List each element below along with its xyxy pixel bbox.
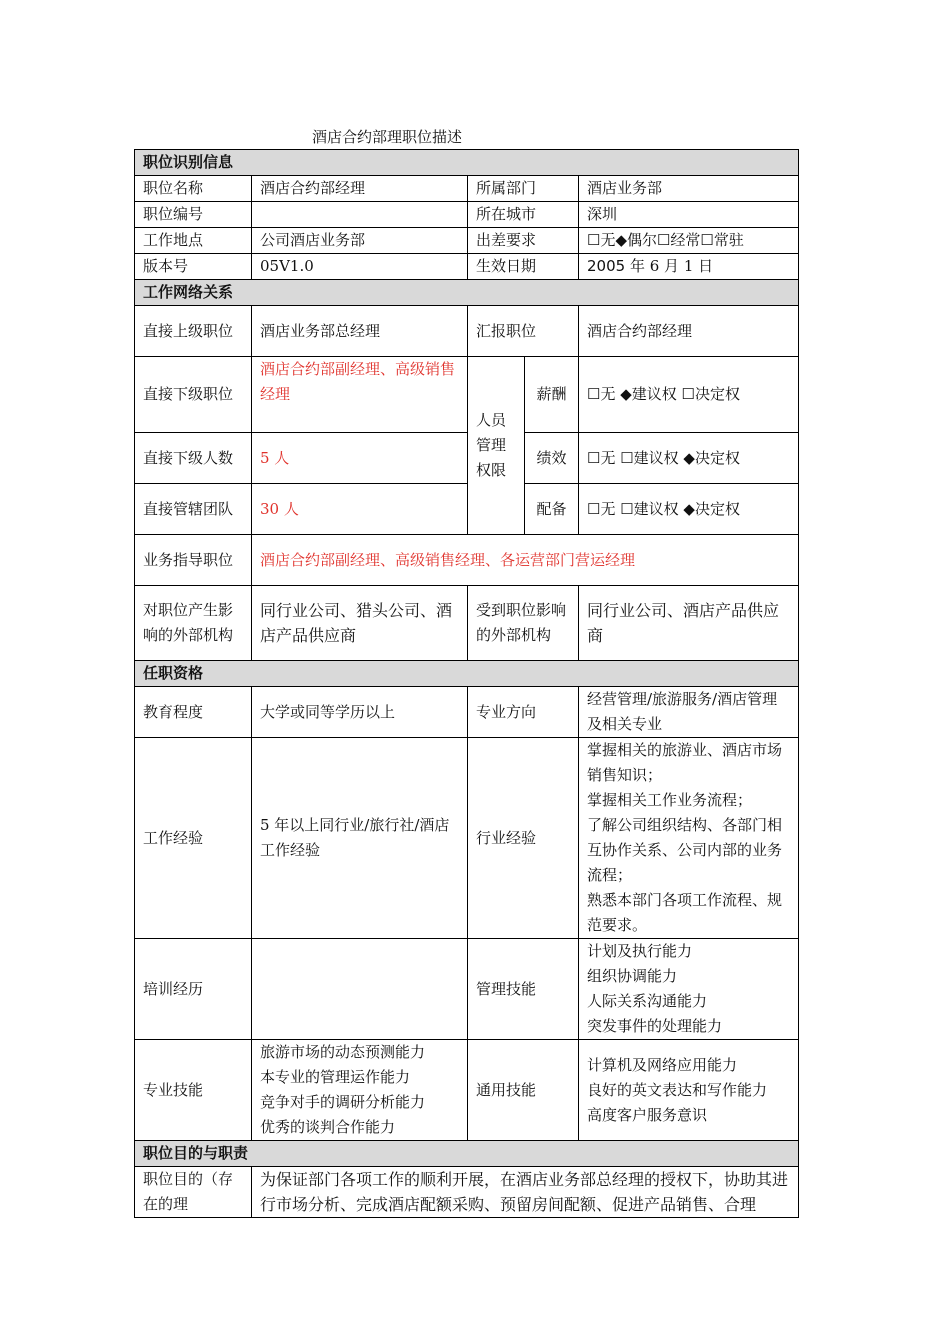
value-external-impact: 同行业公司、猎头公司、酒店产品供应商 — [252, 586, 468, 661]
value-industry-experience — [579, 738, 799, 939]
value-salary: ☐无 ◆建议权 ☐决定权 — [579, 357, 799, 433]
value-effective-date — [579, 254, 799, 280]
industry-line: 掌握相关工作业务流程； — [587, 791, 753, 809]
professional-skill-line: 旅游市场的动态预测能力 — [260, 1043, 426, 1061]
value-version: 05V1.0 — [252, 254, 468, 280]
label-report-position: 汇报职位 — [468, 306, 579, 357]
label-position-code: 职位编号 — [135, 202, 252, 228]
label-superior: 直接上级职位 — [135, 306, 252, 357]
value-training — [252, 939, 468, 1040]
value-department: 酒店业务部 — [579, 176, 799, 202]
effective-year: 2005 — [587, 257, 626, 275]
label-work-experience: 工作经验 — [135, 738, 252, 939]
management-skill-line: 人际关系沟通能力 — [587, 992, 708, 1010]
value-subordinate-count: 5 人 — [252, 433, 468, 484]
label-salary: 薪酬 — [525, 357, 579, 433]
label-management-skills: 管理技能 — [468, 939, 579, 1040]
label-staffing: 配备 — [525, 484, 579, 535]
job-description-table — [134, 149, 799, 1218]
value-major: 经营管理/旅游服务/酒店管理及相关专业 — [579, 687, 799, 738]
label-external-impact: 对职位产生影响的外部机构 — [135, 586, 252, 661]
value-staffing: ☐无 ☐建议权 ◆决定权 — [579, 484, 799, 535]
professional-skill-line: 本专业的管理运作能力 — [260, 1068, 411, 1086]
value-general-skills — [579, 1040, 799, 1141]
effective-month-day: 年 6 月 1 日 — [629, 257, 714, 275]
value-travel: ☐无◆偶尔☐经常☐常驻 — [579, 228, 799, 254]
value-professional-skills — [252, 1040, 468, 1141]
label-effective-date: 生效日期 — [468, 254, 579, 280]
industry-line: 熟悉本部门各项工作流程、规范要求。 — [587, 891, 783, 934]
general-skill-line: 良好的英文表达和写作能力 — [587, 1080, 768, 1099]
value-team: 30 人 — [252, 484, 468, 535]
label-general-skills: 通用技能 — [468, 1040, 579, 1141]
value-position-code — [252, 202, 468, 228]
value-work-location: 公司酒店业务部 — [252, 228, 468, 254]
value-management-skills — [579, 939, 799, 1040]
label-external-affected: 受到职位影响的外部机构 — [468, 586, 579, 661]
value-guidance: 酒店合约部副经理、高级销售经理、各运营部门营运经理 — [252, 535, 799, 586]
label-city: 所在城市 — [468, 202, 579, 228]
value-report-position: 酒店合约部经理 — [579, 306, 799, 357]
value-work-experience: 5 年以上同行业/旅行社/酒店工作经验 — [252, 738, 468, 939]
section-purpose: 职位目的与职责 — [135, 1141, 799, 1167]
management-skill-line: 突发事件的处理能力 — [587, 1017, 723, 1035]
label-team: 直接管辖团队 — [135, 484, 252, 535]
industry-line: 掌握相关的旅游业、酒店市场销售知识； — [587, 741, 783, 784]
label-major: 专业方向 — [468, 687, 579, 738]
value-city: 深圳 — [579, 202, 799, 228]
label-education: 教育程度 — [135, 687, 252, 738]
general-skill-line: 计算机及网络应用能力 — [587, 1055, 738, 1074]
label-work-location: 工作地点 — [135, 228, 252, 254]
label-industry-experience: 行业经验 — [468, 738, 579, 939]
management-skill-line: 计划及执行能力 — [587, 942, 693, 960]
value-subordinate: 酒店合约部副经理、高级销售经理 — [252, 357, 468, 433]
label-version: 版本号 — [135, 254, 252, 280]
label-purpose: 职位目的（存在的理 — [135, 1167, 252, 1218]
label-department: 所属部门 — [468, 176, 579, 202]
section-network: 工作网络关系 — [135, 280, 799, 306]
value-purpose: 为保证部门各项工作的顺利开展，在酒店业务部总经理的授权下，协助其进行市场分析、完成酒店配额采购、预留房间配额、促进产品销售、合理 — [252, 1167, 799, 1218]
label-professional-skills: 专业技能 — [135, 1040, 252, 1141]
professional-skill-line: 优秀的谈判合作能力 — [260, 1118, 396, 1136]
general-skill-line: 高度客户服务意识 — [587, 1105, 708, 1124]
value-external-affected: 同行业公司、酒店产品供应商 — [579, 586, 799, 661]
industry-line: 了解公司组织结构、各部门相互协作关系、公司内部的业务流程； — [587, 816, 783, 884]
section-identification: 职位识别信息 — [135, 150, 799, 176]
label-performance: 绩效 — [525, 433, 579, 484]
management-skill-line: 组织协调能力 — [587, 967, 678, 985]
label-travel: 出差要求 — [468, 228, 579, 254]
label-training: 培训经历 — [135, 939, 252, 1040]
label-personnel-authority: 人员管理权限 — [468, 357, 525, 535]
value-position-name: 酒店合约部经理 — [252, 176, 468, 202]
document-title: 酒店合约部理职位描述 — [312, 128, 463, 146]
value-education: 大学或同等学历以上 — [252, 687, 468, 738]
label-subordinate: 直接下级职位 — [135, 357, 252, 433]
label-position-name: 职位名称 — [135, 176, 252, 202]
section-qualifications: 任职资格 — [135, 661, 799, 687]
professional-skill-line: 竞争对手的调研分析能力 — [260, 1093, 426, 1111]
value-superior: 酒店业务部总经理 — [252, 306, 468, 357]
label-subordinate-count: 直接下级人数 — [135, 433, 252, 484]
label-guidance: 业务指导职位 — [135, 535, 252, 586]
value-performance: ☐无 ☐建议权 ◆决定权 — [579, 433, 799, 484]
